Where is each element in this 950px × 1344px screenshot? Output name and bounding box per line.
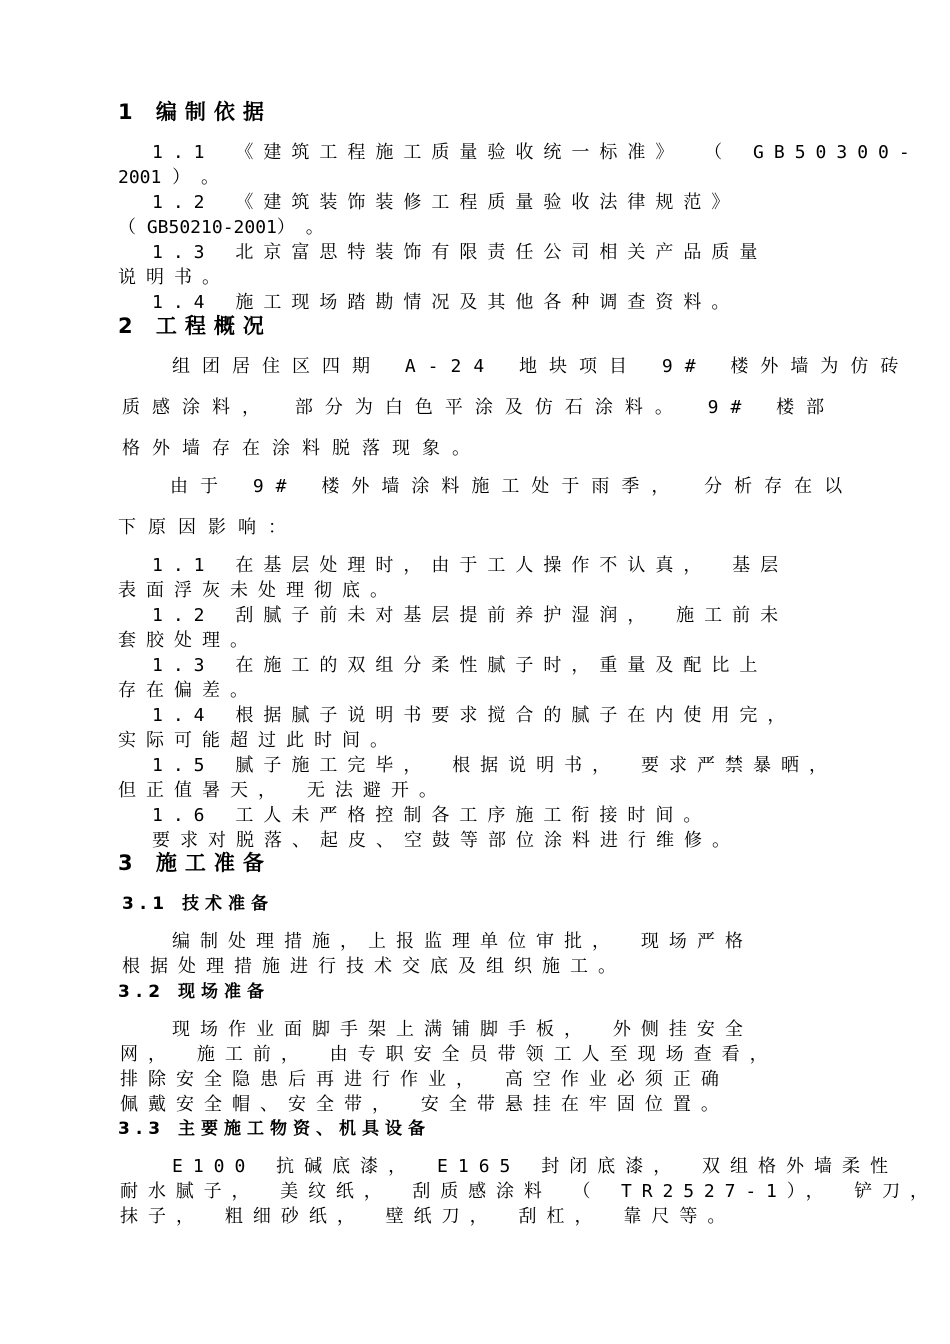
cause-1-6: 1.6 工人未严格控制各工序施工衔接时间。	[152, 805, 712, 826]
heading-2: 2 工程概况	[118, 314, 272, 338]
cause-1-4b: 实际可能超过此时间。	[118, 730, 398, 751]
materials-line-1: E100 抗碱底漆， E165 封闭底漆， 双组格外墙柔性	[172, 1156, 899, 1177]
cause-1-5a: 1.5 腻子施工完毕， 根据说明书， 要求严禁暴晒，	[152, 755, 838, 776]
heading-1: 1 编制依据	[118, 100, 272, 124]
site-prep-line-4: 佩戴安全帽、安全带， 安全带悬挂在牢固位置。	[120, 1094, 729, 1115]
cause-1-1a: 1.1 在基层处理时，由于工人操作不认真， 基层	[152, 555, 789, 576]
basis-line-1-4: 1.4 施工现场踏勘情况及其他各种调查资料。	[152, 292, 740, 313]
cause-1-4a: 1.4 根据腻子说明书要求搅合的腻子在内使用完，	[152, 705, 796, 726]
basis-line-1-1b: 2001 ） 。	[118, 167, 220, 188]
site-prep-line-1: 现场作业面脚手架上满铺脚手板， 外侧挂安全	[172, 1019, 753, 1040]
site-prep-line-3: 排除安全隐患后再进行作业， 高空作业必须正确	[120, 1069, 729, 1090]
basis-line-1-2b: （ GB50210-2001） 。	[118, 217, 324, 238]
heading-3-1: 3.1 技术准备	[122, 894, 275, 914]
basis-line-1-3a: 1.3 北京富思特装饰有限责任公司相关产品质量	[152, 242, 768, 263]
site-prep-line-2: 网， 施工前， 由专职安全员带领工人至现场查看，	[120, 1044, 778, 1065]
cause-1-1b: 表面浮灰未处理彻底。	[118, 580, 398, 601]
overview-line-1: 组团居住区四期 A-24 地块项目 9# 楼外墙为仿砖	[172, 356, 911, 377]
overview-line-4: 由于 9# 楼外墙涂料施工处于雨季， 分析存在以	[170, 476, 855, 497]
cause-1-3a: 1.3 在施工的双组分柔性腻子时，重量及配比上	[152, 655, 768, 676]
heading-3-2: 3.2 现场准备	[118, 982, 271, 1002]
tech-prep-line-2: 根据处理措施进行技术交底及组织施工。	[122, 956, 626, 977]
heading-3: 3 施工准备	[118, 851, 272, 875]
overview-line-3: 格外墙存在涂料脱落现象。	[122, 438, 482, 459]
cause-1-2a: 1.2 刮腻子前未对基层提前养护湿润， 施工前未	[152, 605, 789, 626]
cause-1-3b: 存在偏差。	[118, 680, 258, 701]
basis-line-1-1a: 1.1 《建筑工程施工质量验收统一标准》 （ GB50300-	[152, 142, 920, 163]
basis-line-1-3b: 说明书。	[118, 267, 230, 288]
repair-requirement: 要求对脱落、起皮、空鼓等部位涂料进行维修。	[152, 830, 740, 851]
overview-line-5: 下原因影响：	[118, 517, 298, 538]
materials-line-2: 耐水腻子， 美纹纸， 刮质感涂料 （ TR2527-1）， 铲刀，	[120, 1181, 938, 1202]
overview-line-2: 质感涂料， 部分为白色平涂及仿石涂料。 9# 楼部	[122, 397, 837, 418]
materials-line-3: 抹子， 粗细砂纸， 壁纸刀， 刮杠， 靠尺等。	[120, 1206, 736, 1227]
cause-1-2b: 套胶处理。	[118, 630, 258, 651]
basis-line-1-2a: 1.2 《建筑装饰装修工程质量验收法律规范》	[152, 192, 740, 213]
tech-prep-line-1: 编制处理措施，上报监理单位审批， 现场严格	[172, 931, 753, 952]
heading-3-3: 3.3 主要施工物资、机具设备	[118, 1119, 432, 1139]
cause-1-5b: 但正值暑天， 无法避开。	[118, 780, 447, 801]
